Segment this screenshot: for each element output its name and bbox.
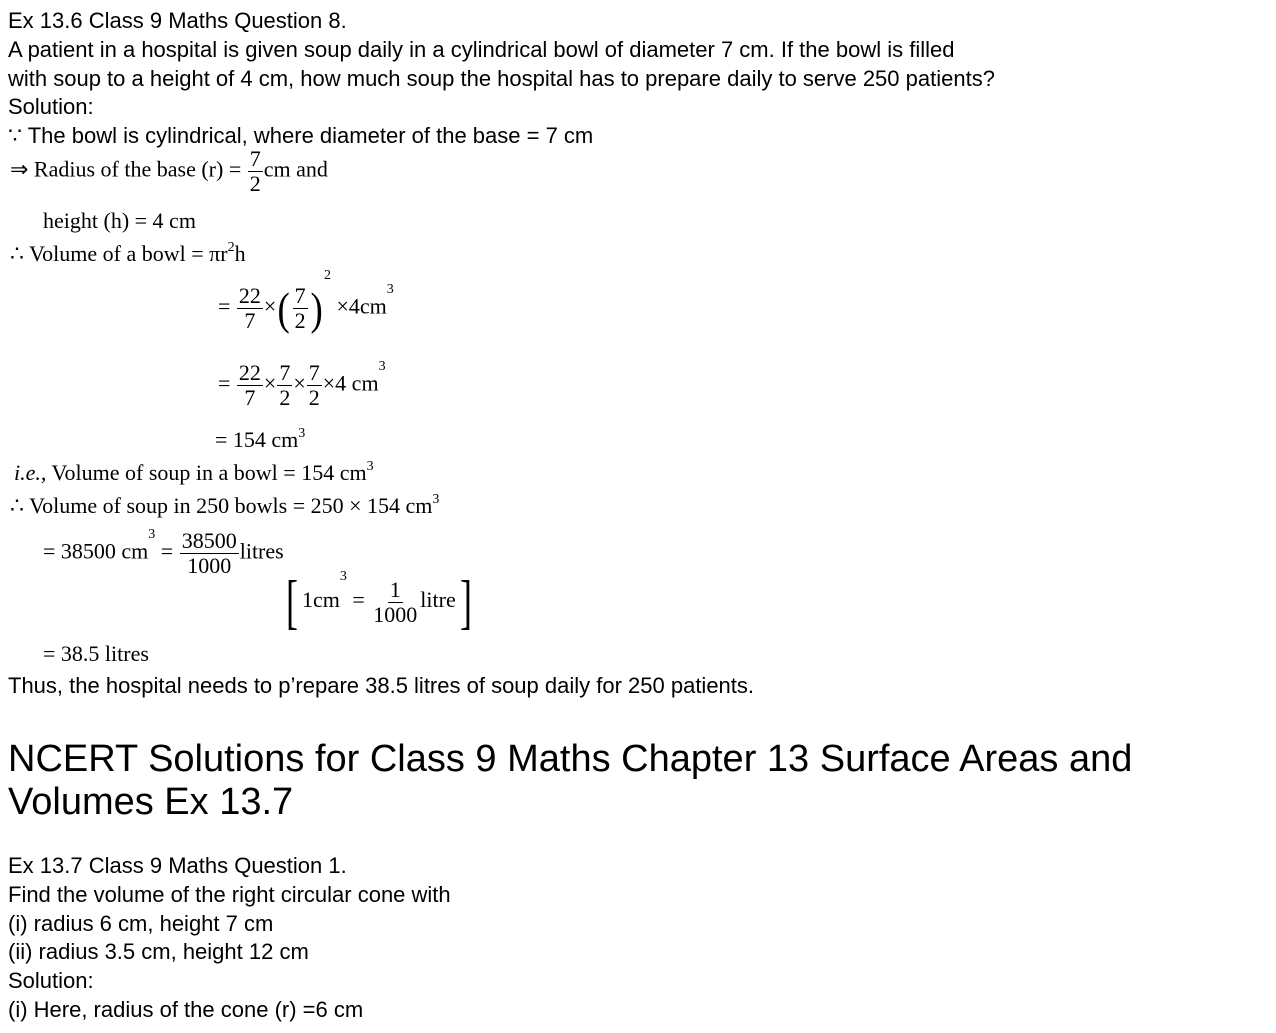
- radius-line: [10, 148, 328, 195]
- left-bracket: [: [285, 569, 298, 635]
- radius-suffix: cm and: [263, 156, 328, 182]
- eq-suffix: litres: [239, 538, 284, 564]
- calc-step-2: = $\frac{22}{7}$ × $\frac{7}{2}$ × $\frac{7}{2}$ ×4 $cm^3$: [218, 359, 386, 410]
- step2-fraction-c: [307, 362, 322, 409]
- conclusion-line: Thus, the hospital needs to p’repare 38.5 litres of soup daily for 250 patients.: [8, 673, 755, 698]
- volume-formula-line: [10, 240, 246, 266]
- ie-rest: Volume of soup in a bowl = 154 cm: [46, 460, 367, 485]
- eq-numerator: 38500: [181, 528, 237, 553]
- because-line: ∵ The bowl is cylindrical, where diameter of the base = 7 cm: [8, 123, 594, 148]
- note-equals: =: [352, 587, 365, 613]
- eq-fraction: [180, 530, 239, 577]
- eq-power: 3: [148, 527, 156, 542]
- step1-inner-denominator: 2: [294, 308, 306, 333]
- radius-numerator: 7: [249, 146, 261, 171]
- next-question-text: Find the volume of the right circular cone with: [8, 882, 451, 907]
- step1-fraction: [237, 285, 263, 332]
- note-power: 3: [339, 569, 347, 584]
- next-question-part-ii: (ii) radius 3.5 cm, height 12 cm: [8, 939, 309, 964]
- step3-power: 3: [298, 426, 306, 441]
- question-heading: Ex 13.6 Class 9 Maths Question 8.: [8, 8, 347, 33]
- note-prefix: 1cm: [301, 587, 340, 613]
- step1-inner-numerator: 7: [294, 283, 306, 308]
- volume-power: 2: [227, 240, 235, 255]
- step2-b-denominator: 2: [279, 385, 291, 410]
- step2-fraction-a: [237, 362, 263, 409]
- radius-prefix: ⇒ Radius of the base (r) =: [10, 156, 242, 182]
- ie-line: [14, 459, 374, 485]
- ie-prefix: i.e.,: [14, 460, 47, 485]
- next-question-heading: Ex 13.7 Class 9 Maths Question 1.: [8, 853, 347, 878]
- step2-c-numerator: 7: [308, 360, 320, 385]
- step2-c-denominator: 2: [308, 385, 320, 410]
- question-text-line-1: A patient in a hospital is given soup daily in a cylindrical bowl of diameter 7 cm. If the bowl is filled: [8, 37, 955, 62]
- step1-power: 2: [324, 268, 331, 283]
- note-fraction: [371, 576, 419, 627]
- solution-label: Solution:: [8, 94, 94, 119]
- next-solution-first-line: (i) Here, radius of the cone (r) =6 cm: [8, 997, 364, 1022]
- step1-inner-fraction: [293, 285, 308, 332]
- step2-tail-power: 3: [378, 359, 386, 374]
- therefore-line: [10, 492, 440, 518]
- note-denominator: 1000: [373, 601, 418, 627]
- therefore-text: ∴ Volume of soup in 250 bowls = 250 × 154 cm: [10, 493, 433, 518]
- result-line: = 38.5 litres: [43, 641, 149, 666]
- step2-tail: ×4 cm: [322, 370, 379, 396]
- step2-b-numerator: 7: [279, 360, 291, 385]
- right-bracket: ]: [459, 569, 472, 635]
- litres-conversion-line: [43, 527, 284, 578]
- note-numerator: 1: [389, 576, 401, 602]
- step1-numerator: 22: [238, 283, 261, 308]
- step2-a-denominator: 7: [244, 385, 256, 410]
- unit-note: [282, 569, 476, 635]
- calc-step-1: = $\frac{22}{7}$ ×( $\frac{7}{2}$ )$^2 \times 4cm^3$: [218, 268, 394, 334]
- next-question-part-i: (i) radius 6 cm, height 7 cm: [8, 911, 274, 936]
- radius-fraction: [248, 148, 263, 195]
- left-paren: (: [277, 282, 291, 334]
- step1-tail-power: 3: [386, 282, 394, 297]
- eq-mid: =: [160, 538, 174, 564]
- question-text-line-2: with soup to a height of 4 cm, how much soup the hospital has to prepare daily to serve 250 patients?: [8, 66, 995, 91]
- therefore-power: 3: [432, 492, 440, 507]
- ie-power: 3: [366, 459, 374, 474]
- step2-fraction-b: [277, 362, 292, 409]
- volume-suffix: h: [234, 241, 246, 266]
- step1-tail: ×4cm: [336, 293, 387, 319]
- right-paren: ): [310, 282, 323, 334]
- volume-prefix: ∴ Volume of a bowl = πr: [10, 241, 228, 266]
- calc-step-3: [215, 426, 306, 452]
- section-heading: NCERT Solutions for Class 9 Maths Chapter 13 Surface Areas and Volumes Ex 13.7: [8, 738, 1133, 823]
- eq-denominator: 1000: [187, 553, 232, 578]
- note-suffix: litre: [420, 587, 456, 613]
- step1-denominator: 7: [244, 308, 256, 333]
- height-line: height (h) = 4 cm: [43, 208, 196, 233]
- next-solution-label: Solution:: [8, 968, 94, 993]
- step2-a-numerator: 22: [238, 360, 261, 385]
- eq-prefix: = 38500 cm: [43, 538, 149, 564]
- radius-denominator: 2: [249, 171, 261, 196]
- step3-value: = 154 cm: [215, 427, 299, 452]
